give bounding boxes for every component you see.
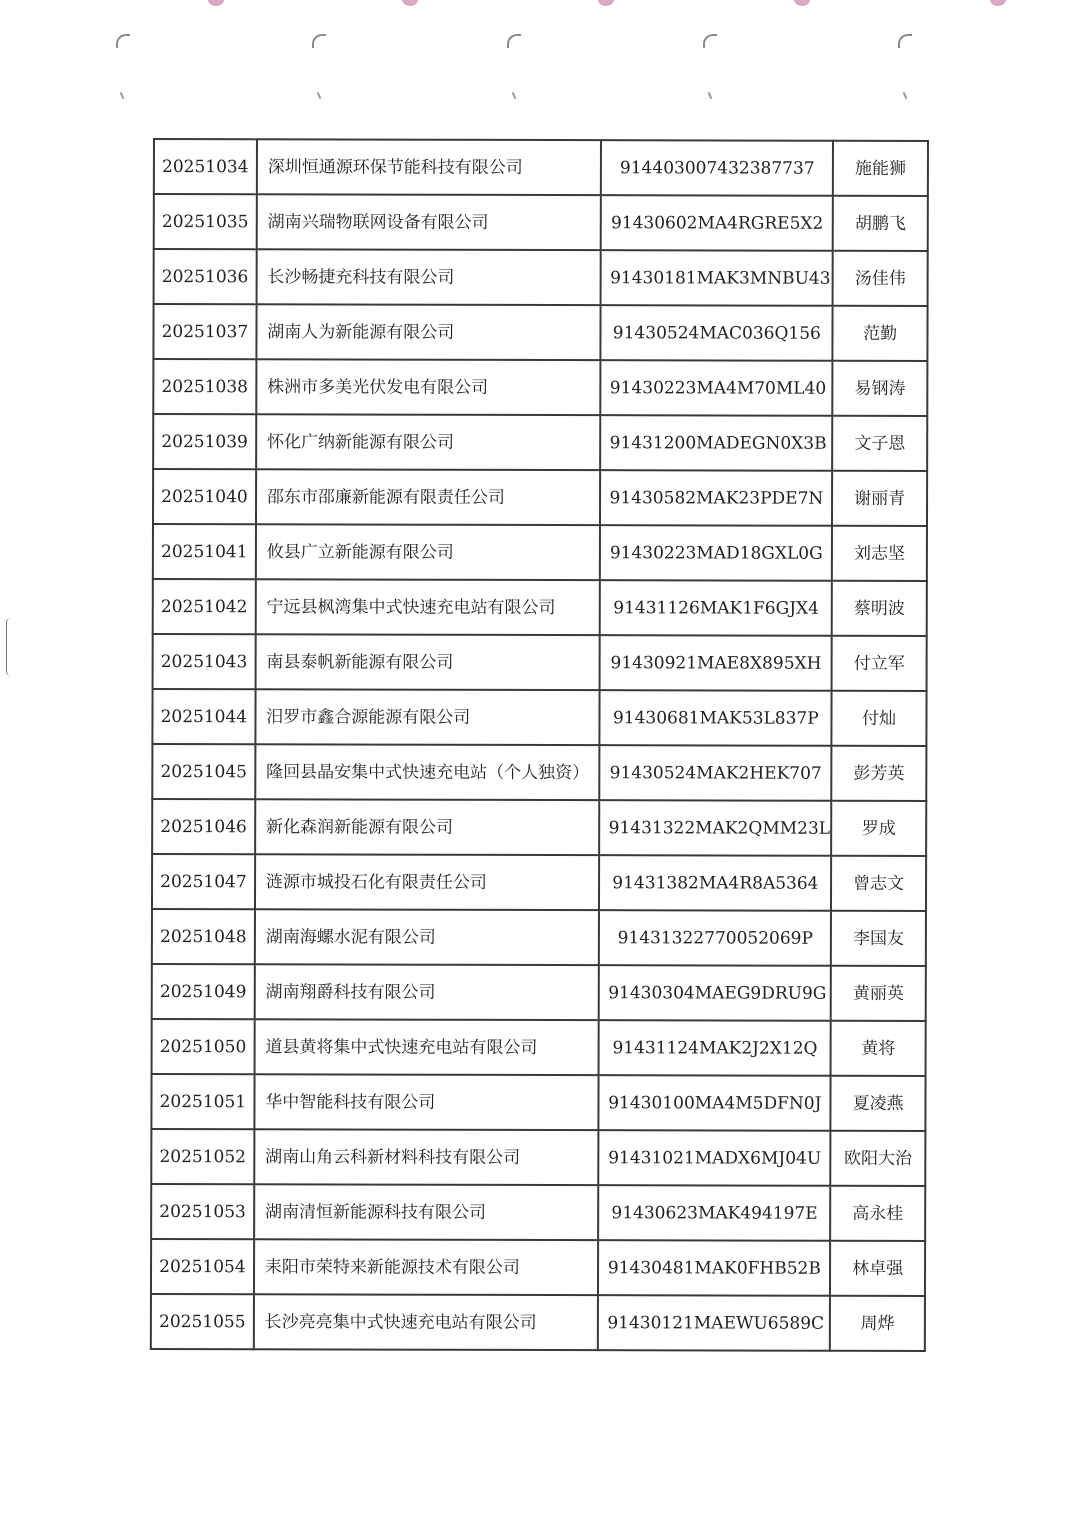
company-name: 汨罗市鑫合源能源有限公司 [255,689,600,745]
table-row [152,854,926,911]
credit-code: 91430681MAK53L837P [600,690,832,746]
credit-code: 91430304MAEG9DRU9G [599,965,831,1021]
credit-code: 91430582MAK23PDE7N [600,470,832,526]
company-name: 耒阳市荣特来新能源技术有限公司 [254,1239,599,1295]
responsible-person: 施能狮 [833,141,928,196]
table-row [151,1129,925,1186]
credit-code: 91430524MAC036Q156 [601,305,833,361]
credit-code: 914403007432387737 [601,140,833,196]
table-row [154,194,928,251]
row-number: 20251039 [153,414,256,469]
table-row [151,1184,925,1241]
table-row [154,139,928,196]
row-number: 20251045 [152,744,255,799]
scan-tick-mark [512,92,517,99]
responsible-person: 黄将 [831,1021,926,1076]
scan-dot [402,0,418,6]
table-row [152,799,926,856]
responsible-person: 周烨 [830,1296,925,1351]
table-row [151,1294,925,1351]
scan-hook-mark [312,34,326,48]
row-number: 20251051 [151,1074,254,1129]
credit-code: 91430623MAK494197E [599,1185,831,1241]
row-number: 20251043 [153,634,256,689]
row-number: 20251035 [154,194,257,249]
responsible-person: 易钢涛 [833,361,928,416]
company-name: 涟源市城投石化有限责任公司 [255,854,600,910]
credit-code: 91430921MAE8X895XH [600,635,832,691]
responsible-person: 文子恩 [832,416,927,471]
scan-dot [990,0,1006,6]
row-number: 20251049 [152,964,255,1019]
credit-code: 91430223MA4M70ML40 [601,360,833,416]
responsible-person: 高永桂 [830,1186,925,1241]
row-number: 20251046 [152,799,255,854]
company-name: 长沙亮亮集中式快速充电站有限公司 [254,1294,599,1350]
row-number: 20251034 [154,139,257,194]
company-name: 湖南人为新能源有限公司 [256,304,601,360]
row-number: 20251042 [153,579,256,634]
row-number: 20251037 [153,304,256,359]
table-row [152,1019,926,1076]
credit-code: 91430181MAK3MNBU43 [601,250,833,306]
registry-table-body [151,139,928,1351]
row-number: 20251041 [153,524,256,579]
row-number: 20251054 [151,1239,254,1294]
row-number: 20251044 [152,689,255,744]
row-number: 20251047 [152,854,255,909]
scan-tick-mark [317,92,322,99]
credit-code: 91431021MADX6MJ04U [599,1130,831,1186]
table-row [152,744,926,801]
table-row [152,689,926,746]
table-row [151,1074,925,1131]
credit-code: 91430121MAEWU6589C [598,1295,830,1351]
row-number: 20251048 [152,909,255,964]
company-name: 南县泰帆新能源有限公司 [255,634,600,690]
responsible-person: 夏凌燕 [831,1076,926,1131]
scan-tick-mark [708,92,713,99]
credit-code: 91431200MADEGN0X3B [601,415,833,471]
table-row [153,524,927,581]
table-row [153,579,927,636]
company-name: 湖南翔爵科技有限公司 [254,964,599,1020]
credit-code: 91431126MAK1F6GJX4 [600,580,832,636]
row-number: 20251052 [151,1129,254,1184]
company-name: 湖南山角云科新材料科技有限公司 [254,1129,599,1185]
registry-table-container [150,138,929,1352]
responsible-person: 曾志文 [831,856,926,911]
credit-code: 91431322MAK2QMM23L [600,800,832,856]
row-number: 20251053 [151,1184,254,1239]
responsible-person: 胡鹏飞 [833,196,928,251]
binding-mark [6,618,15,676]
company-name: 株洲市多美光伏发电有限公司 [256,359,601,415]
row-number: 20251036 [154,249,257,304]
responsible-person: 付灿 [832,691,927,746]
company-name: 长沙畅捷充科技有限公司 [256,249,601,305]
company-name: 深圳恒通源环保节能科技有限公司 [257,139,602,195]
responsible-person: 范勤 [833,306,928,361]
responsible-person: 黄丽英 [831,966,926,1021]
scan-hook-mark [898,34,912,48]
credit-code: 9143132277005206‌9P [599,910,831,966]
company-name: 湖南兴瑞物联网设备有限公司 [257,194,602,250]
company-name: 湖南清恒新能源科技有限公司 [254,1184,599,1240]
company-name: 隆回县晶安集中式快速充电站（个人独资） [255,744,600,800]
registry-table [150,138,929,1352]
table-row [153,359,927,416]
company-name: 湖南海螺水泥有限公司 [255,909,600,965]
credit-code: 91430524MAK2HEK707 [600,745,832,801]
table-row [152,964,926,1021]
responsible-person: 付立军 [832,636,927,691]
responsible-person: 汤佳伟 [833,251,928,306]
table-row [153,634,927,691]
scan-tick-mark [903,92,908,99]
company-name: 攸县广立新能源有限公司 [256,524,601,580]
company-name: 邵东市邵廉新能源有限责任公司 [256,469,601,525]
row-number: 20251050 [152,1019,255,1074]
responsible-person: 彭芳英 [832,746,927,801]
table-row [154,249,928,306]
credit-code: 91431382MA4R8A5364 [599,855,831,911]
row-number: 20251055 [151,1294,254,1349]
responsible-person: 谢丽青 [832,471,927,526]
credit-code: 91430481MAK0FHB52B [598,1240,830,1296]
scan-dot [598,0,614,6]
responsible-person: 林卓强 [830,1241,925,1296]
table-row [151,1239,925,1296]
table-row [153,469,927,526]
table-row [153,414,927,471]
scan-hook-mark [703,34,717,48]
company-name: 道县黄将集中式快速充电站有限公司 [254,1019,599,1075]
row-number: 20251040 [153,469,256,524]
responsible-person: 欧阳大治 [831,1131,926,1186]
scan-dot [208,0,224,6]
responsible-person: 蔡明波 [832,581,927,636]
row-number: 20251038 [153,359,256,414]
responsible-person: 罗成 [831,801,926,856]
scan-hook-mark [116,34,130,48]
responsible-person: 刘志坚 [832,526,927,581]
scan-tick-mark [120,92,125,99]
company-name: 宁远县枫湾集中式快速充电站有限公司 [255,579,600,635]
scan-dot [794,0,810,6]
credit-code: 91430223MAD18GXL0G [600,525,832,581]
company-name: 怀化广纳新能源有限公司 [256,414,601,470]
table-row [152,909,926,966]
table-row [153,304,927,361]
scan-hook-mark [507,34,521,48]
company-name: 华中智能科技有限公司 [254,1074,599,1130]
responsible-person: 李国友 [831,911,926,966]
credit-code: 91431124MAK2J2X12Q [599,1020,831,1076]
credit-code: 91430100MA4M5DFN0J [599,1075,831,1131]
credit-code: 91430602MA4RGRE5X2 [601,195,833,251]
company-name: 新化森润新能源有限公司 [255,799,600,855]
